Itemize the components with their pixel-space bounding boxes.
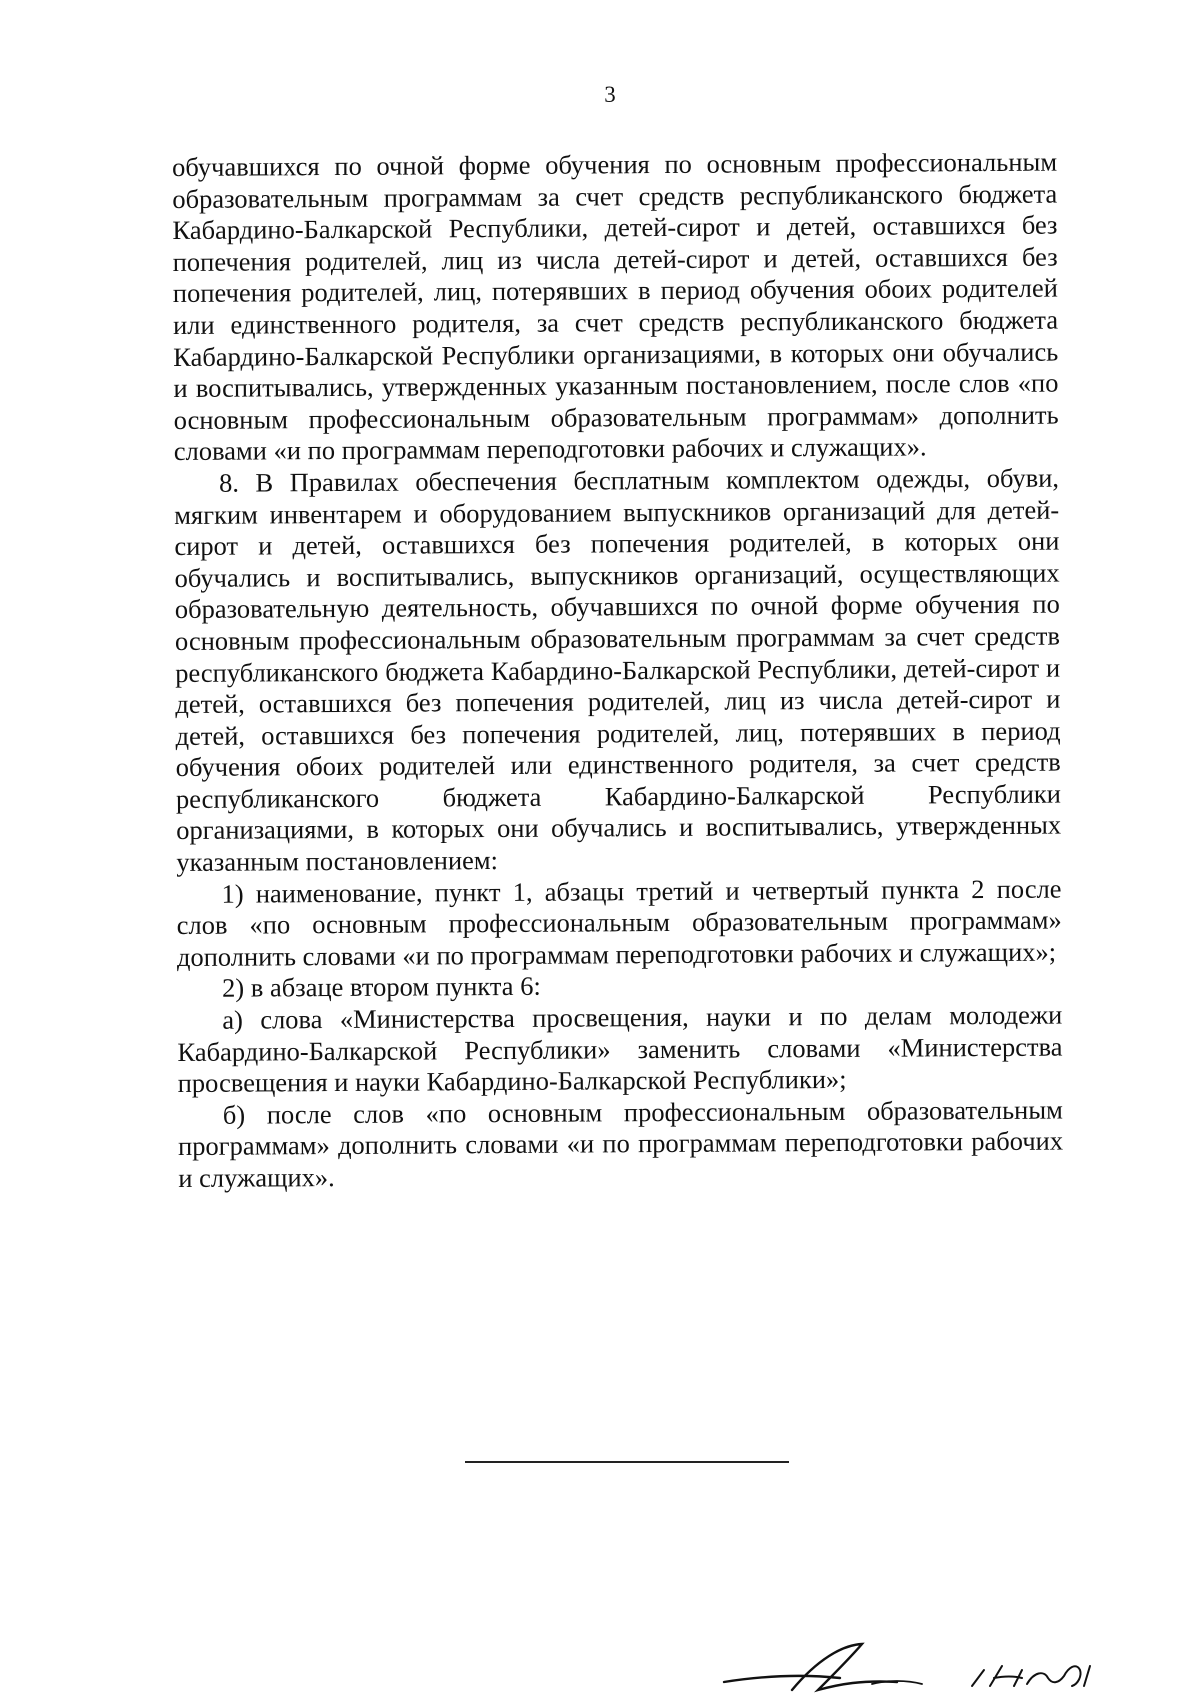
paragraph-subitem-2: 2) в абзаце втором пункта 6: xyxy=(222,971,541,1004)
paragraph-item-8: 8. В Правилах обеспечения бесплатным комплектом одежды, обуви, мягким инвентарем и оборудованием выпускников организаций для детей-сирот и детей, оставшихся без попечения родителей, в которых они обучались и воспитывались, выпускников организаций, осуществляющих образовательную деятельность, обучавшихся по очной форме обучения по основным профессиональным образовательным программам за счет средств республиканского бюджета Кабардино-Балкарской Республики, детей-сирот и детей, оставшихся без попечения родителей, лиц из числа детей-сирот и детей, оставшихся без попечения родителей, лиц, потерявших в период обучения обоих родителей или единственного родителя, за счет средств республиканского бюджета Кабардино-Балкарской Республики организациями, в которых они обучались и воспитывались, утвержденных указанным постановлением: xyxy=(174,462,1062,878)
page-number: 3 xyxy=(604,82,616,107)
paragraph-subitem-2b: б) после слов «по основным профессиональным образовательным программам» дополнить словами «и по программам переподготовки рабочих и служащих». xyxy=(177,1094,1064,1193)
end-of-text-rule xyxy=(465,1461,789,1463)
paragraph-subitem-2a: а) слова «Министерства просвещения, науки и по делам молодежи Кабардино-Балкарской Республики» заменить словами «Министерства просвещения и науки Кабардино-Балкарской Республики»; xyxy=(177,999,1063,1099)
handwritten-signature xyxy=(722,1640,1092,1696)
paragraph-continuation: обучавшихся по очной форме обучения по основным профессиональным образовательным программам за счет средств республиканского бюджета Кабардино-Балкарской Республики, детей-сирот и детей, оставшихся без попечения родителей, лиц из числа детей-сирот и детей, оставшихся без попечения родителей, лиц, потерявших в период обучения обоих родителей или единственного родителя, за счет средств республиканского бюджета Кабардино-Балкарской Республики организациями, в которых они обучались и воспитывались, утвержденных указанным постановлением, после слов «по основным профессиональным образовательным программам» дополнить словами «и по программам переподготовки рабочих и служащих». xyxy=(172,146,1059,467)
paragraph-subitem-1: 1) наименование, пункт 1, абзацы третий и четвертый пункта 2 после слов «по основным профессиональным образовательным программам» дополнить словами «и по программам переподготовки рабочих и служащих»; xyxy=(176,873,1062,972)
document-body xyxy=(172,147,1063,1195)
